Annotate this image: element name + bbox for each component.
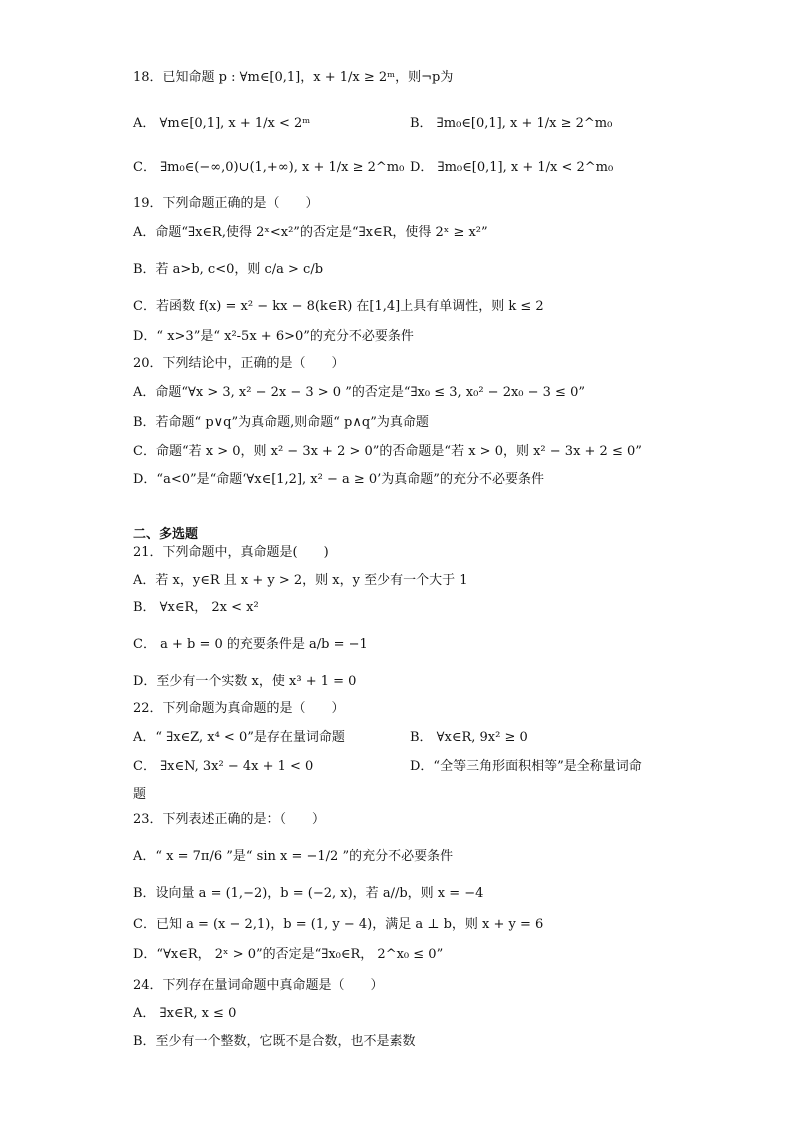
q21-option-d: D．至少有一个实数 x，使 x³ + 1 = 0 (133, 674, 357, 689)
q20-option-c: C．命题“若 x > 0，则 x² − 3x + 2 > 0”的否命题是“若 x > 0，则 x² − 3x + 2 ≤ 0” (133, 444, 642, 459)
q23-option-b: B．设向量 a = (1,−2)，b = (−2, x)，若 a//b，则 x = −4 (133, 886, 484, 901)
q18-option-b: B． ∃m₀∈[0,1], x + 1/x ≥ 2^m₀ (410, 116, 613, 131)
q24-option-b: B．至少有一个整数，它既不是合数，也不是素数 (133, 1034, 416, 1049)
q18-stem: 18．已知命题 p : ∀m∈[0,1]，x + 1/x ≥ 2ᵐ，则¬p为 (133, 70, 454, 85)
q21-option-a: A．若 x，y∈R 且 x + y > 2，则 x，y 至少有一个大于 1 (133, 573, 468, 588)
q19-option-b: B．若 a>b, c<0，则 c/a > c/b (133, 262, 324, 277)
section-title-multiple-choice: 二、多选题 (133, 527, 199, 542)
q18-option-a: A． ∀m∈[0,1], x + 1/x < 2ᵐ (133, 116, 311, 131)
q22-option-c: C． ∃x∈N, 3x² − 4x + 1 < 0 (133, 759, 314, 774)
q24-option-a: A． ∃x∈R, x ≤ 0 (133, 1006, 237, 1021)
q23-stem: 23．下列表述正确的是：（ ） (133, 812, 326, 827)
q20-option-d: D．“a<0”是“命题‘∀x∈[1,2], x² − a ≥ 0’为真命题”的充分不必要条件 (133, 472, 544, 487)
q18-option-c: C． ∃m₀∈(−∞,0)∪(1,+∞), x + 1/x ≥ 2^m₀ (133, 160, 405, 175)
q19-option-a: A．命题“∃x∈R,使得 2ˣ<x²”的否定是“∃x∈R，使得 2ˣ ≥ x²” (133, 225, 488, 240)
q21-stem: 21．下列命题中，真命题是( ) (133, 545, 329, 560)
q24-stem: 24．下列存在量词命题中真命题是（ ） (133, 978, 384, 993)
q23-option-d: D．“∀x∈R， 2ˣ > 0”的否定是“∃x₀∈R， 2^x₀ ≤ 0” (133, 947, 444, 962)
q19-option-c: C．若函数 f(x) = x² − kx − 8(k∈R) 在[1,4]上具有单调性，则 k ≤ 2 (133, 299, 544, 314)
q22-option-a: A．“ ∃x∈Z, x⁴ < 0”是存在量词命题 (133, 730, 345, 745)
q19-stem: 19．下列命题正确的是（ ） (133, 196, 319, 211)
q22-stem: 22．下列命题为真命题的是（ ） (133, 701, 345, 716)
q18-option-d: D． ∃m₀∈[0,1], x + 1/x < 2^m₀ (410, 160, 614, 175)
q20-option-b: B．若命题“ p∨q”为真命题,则命题“ p∧q”为真命题 (133, 415, 429, 430)
q20-stem: 20．下列结论中，正确的是（ ） (133, 356, 345, 371)
q21-option-b: B． ∀x∈R， 2x < x² (133, 600, 259, 615)
q22-option-b: B． ∀x∈R, 9x² ≥ 0 (410, 730, 528, 745)
q20-option-a: A．命题“∀x > 3, x² − 2x − 3 > 0 ”的否定是“∃x₀ ≤ 3, x₀² − 2x₀ − 3 ≤ 0” (133, 385, 586, 400)
q23-option-c: C．已知 a = (x − 2,1)，b = (1, y − 4)，满足 a ⊥ b，则 x + y = 6 (133, 917, 544, 932)
q22-option-d-wrap: 题 (133, 787, 147, 802)
q22-option-d: D．“全等三角形面积相等”是全称量词命 (410, 759, 642, 774)
q23-option-a: A．“ x = 7π/6 ”是“ sin x = −1/2 ”的充分不必要条件 (133, 849, 454, 864)
q19-option-d: D．“ x>3”是“ x²-5x + 6>0”的充分不必要条件 (133, 329, 414, 344)
q21-option-c: C． a + b = 0 的充要条件是 a/b = −1 (133, 637, 368, 652)
